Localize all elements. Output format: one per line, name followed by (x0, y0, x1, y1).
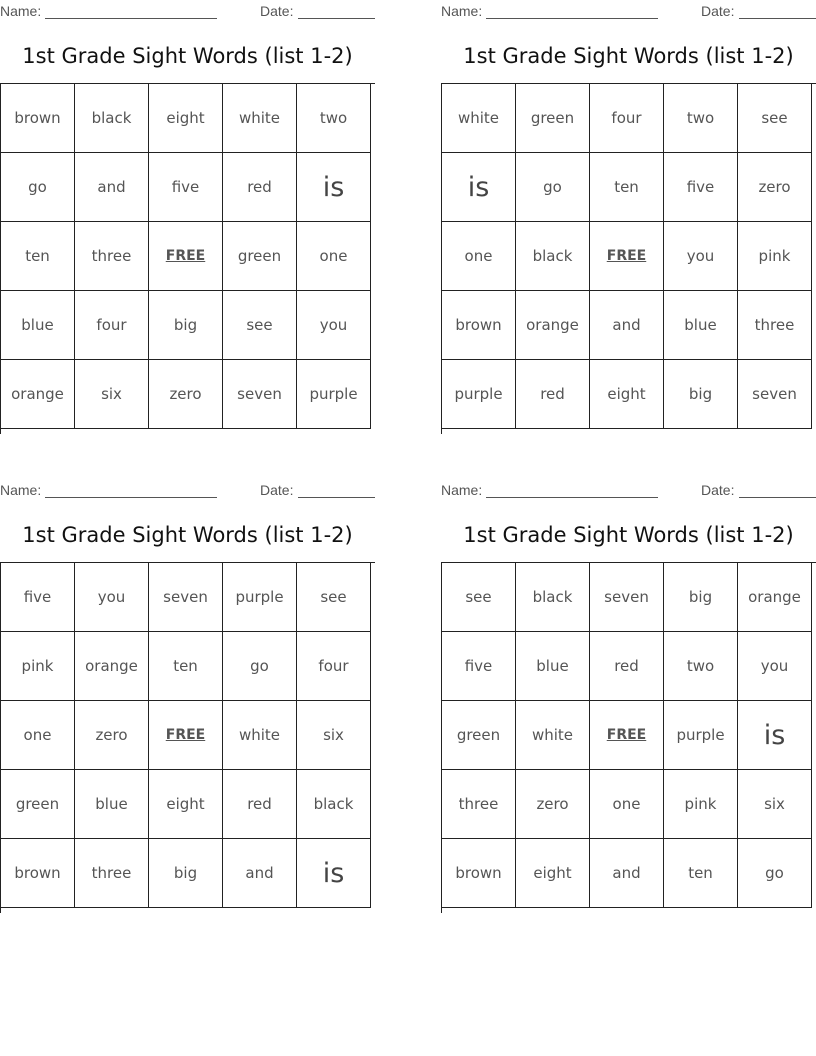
bingo-cell: you (664, 222, 738, 291)
bingo-cell: six (738, 770, 812, 839)
bingo-cell: seven (738, 360, 812, 429)
bingo-cell: brown (442, 291, 516, 360)
bingo-cell: five (442, 632, 516, 701)
bingo-cell: four (590, 84, 664, 153)
bingo-card-2 (441, 0, 816, 440)
bingo-grid (441, 83, 816, 434)
bingo-cell: six (75, 360, 149, 429)
bingo-cell: see (442, 563, 516, 632)
card-header (0, 482, 375, 498)
bingo-cell: five (1, 563, 75, 632)
bingo-cell: white (442, 84, 516, 153)
bingo-cell: you (297, 291, 371, 360)
free-space-cell: FREE (590, 222, 664, 291)
name-label: Name: (441, 3, 483, 19)
bingo-cell: green (516, 84, 590, 153)
bingo-cell: purple (664, 701, 738, 770)
card-title: 1st Grade Sight Words (list 1-2) (22, 44, 353, 68)
bingo-cell: big (149, 839, 223, 908)
bingo-cell: blue (664, 291, 738, 360)
bingo-cell: seven (149, 563, 223, 632)
bingo-cell: is (442, 153, 516, 222)
card-header (441, 3, 816, 19)
card-title: 1st Grade Sight Words (list 1-2) (22, 523, 353, 547)
bingo-cell: seven (590, 563, 664, 632)
bingo-cell: and (75, 153, 149, 222)
bingo-cell: blue (1, 291, 75, 360)
bingo-cell: is (297, 839, 371, 908)
bingo-cell: green (223, 222, 297, 291)
bingo-cell: three (75, 839, 149, 908)
bingo-cell: go (223, 632, 297, 701)
bingo-cell: big (664, 360, 738, 429)
bingo-cell: brown (1, 84, 75, 153)
card-title: 1st Grade Sight Words (list 1-2) (463, 523, 794, 547)
bingo-cell: zero (516, 770, 590, 839)
bingo-cell: blue (516, 632, 590, 701)
bingo-cell: purple (223, 563, 297, 632)
date-label: Date: (260, 482, 294, 498)
bingo-cell: three (738, 291, 812, 360)
name-field-line[interactable] (45, 3, 217, 19)
bingo-cell: purple (297, 360, 371, 429)
bingo-grid (0, 562, 375, 913)
date-field-line[interactable] (739, 3, 816, 19)
bingo-cell: zero (75, 701, 149, 770)
card-header (441, 482, 816, 498)
bingo-cell: one (297, 222, 371, 291)
bingo-cell: red (590, 632, 664, 701)
name-field-line[interactable] (486, 482, 658, 498)
bingo-cell: eight (149, 770, 223, 839)
bingo-cell: zero (738, 153, 812, 222)
bingo-cell: green (1, 770, 75, 839)
bingo-cell: and (590, 839, 664, 908)
bingo-cell: white (223, 701, 297, 770)
bingo-cell: is (297, 153, 371, 222)
bingo-grid (441, 562, 816, 913)
bingo-cell: eight (516, 839, 590, 908)
bingo-cell: one (1, 701, 75, 770)
bingo-cell: red (223, 153, 297, 222)
free-space-cell: FREE (149, 222, 223, 291)
bingo-cell: one (442, 222, 516, 291)
bingo-cell: you (738, 632, 812, 701)
bingo-cell: blue (75, 770, 149, 839)
date-label: Date: (701, 482, 735, 498)
bingo-card-3 (0, 479, 375, 919)
date-field-line[interactable] (298, 3, 375, 19)
bingo-cell: white (223, 84, 297, 153)
bingo-card-4 (441, 479, 816, 919)
bingo-cell: big (149, 291, 223, 360)
bingo-cell: zero (149, 360, 223, 429)
bingo-cell: three (75, 222, 149, 291)
bingo-cell: two (297, 84, 371, 153)
bingo-cell: pink (1, 632, 75, 701)
bingo-cell: big (664, 563, 738, 632)
bingo-cell: black (75, 84, 149, 153)
bingo-cell: purple (442, 360, 516, 429)
bingo-cell: red (223, 770, 297, 839)
bingo-card-1 (0, 0, 375, 440)
bingo-grid (0, 83, 375, 434)
bingo-cell: five (149, 153, 223, 222)
name-field-line[interactable] (45, 482, 217, 498)
bingo-cell: four (75, 291, 149, 360)
bingo-cell: six (297, 701, 371, 770)
bingo-cell: ten (590, 153, 664, 222)
bingo-cell: orange (1, 360, 75, 429)
bingo-cell: black (297, 770, 371, 839)
bingo-cell: white (516, 701, 590, 770)
bingo-cell: one (590, 770, 664, 839)
bingo-cell: pink (738, 222, 812, 291)
bingo-cell: seven (223, 360, 297, 429)
bingo-cell: brown (442, 839, 516, 908)
free-space-cell: FREE (149, 701, 223, 770)
bingo-cell: ten (1, 222, 75, 291)
date-field-line[interactable] (739, 482, 816, 498)
bingo-cell: black (516, 563, 590, 632)
card-header (0, 3, 375, 19)
bingo-cell: go (516, 153, 590, 222)
bingo-cell: see (738, 84, 812, 153)
bingo-cell: eight (149, 84, 223, 153)
bingo-cell: pink (664, 770, 738, 839)
bingo-cell: brown (1, 839, 75, 908)
name-label: Name: (441, 482, 483, 498)
bingo-cell: red (516, 360, 590, 429)
date-label: Date: (701, 3, 735, 19)
name-field-line[interactable] (486, 3, 658, 19)
bingo-cell: is (738, 701, 812, 770)
bingo-cell: orange (516, 291, 590, 360)
bingo-cell: ten (664, 839, 738, 908)
bingo-cell: five (664, 153, 738, 222)
bingo-cell: three (442, 770, 516, 839)
bingo-cell: orange (75, 632, 149, 701)
name-label: Name: (0, 482, 42, 498)
bingo-cell: go (738, 839, 812, 908)
card-title: 1st Grade Sight Words (list 1-2) (463, 44, 794, 68)
bingo-cell: two (664, 632, 738, 701)
free-space-cell: FREE (590, 701, 664, 770)
bingo-cell: you (75, 563, 149, 632)
bingo-cell: eight (590, 360, 664, 429)
bingo-cell: see (223, 291, 297, 360)
bingo-cell: green (442, 701, 516, 770)
bingo-cell: and (590, 291, 664, 360)
bingo-cell: go (1, 153, 75, 222)
bingo-cell: ten (149, 632, 223, 701)
date-field-line[interactable] (298, 482, 375, 498)
bingo-cell: black (516, 222, 590, 291)
bingo-cell: orange (738, 563, 812, 632)
name-label: Name: (0, 3, 42, 19)
bingo-cell: two (664, 84, 738, 153)
bingo-cell: see (297, 563, 371, 632)
date-label: Date: (260, 3, 294, 19)
bingo-cell: four (297, 632, 371, 701)
bingo-cell: and (223, 839, 297, 908)
